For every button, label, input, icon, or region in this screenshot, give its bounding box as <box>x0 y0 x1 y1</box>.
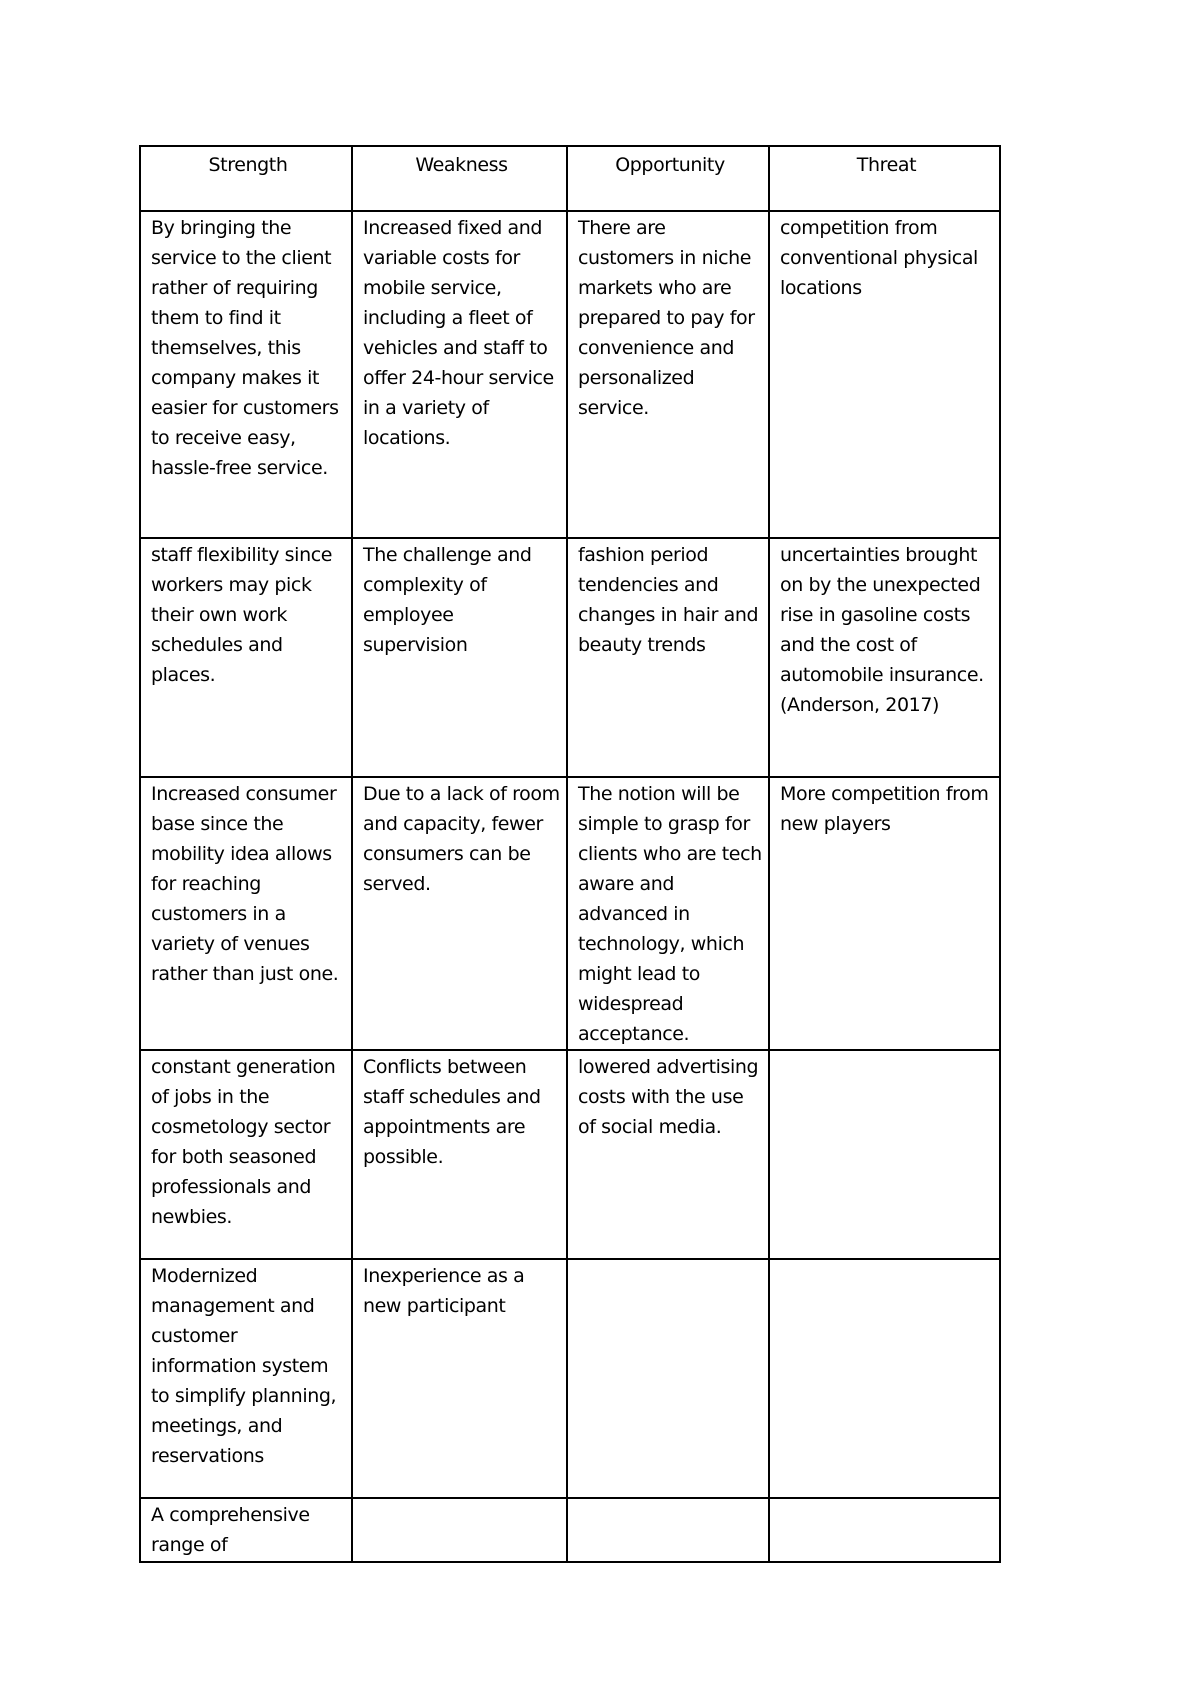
strength-cell: Modernized management and customer information system to simplify planning, meetings, and reservations <box>140 1259 352 1498</box>
strength-cell: Increased consumer base since the mobility idea allows for reaching customers in a variety of venues rather than just one. <box>140 777 352 1050</box>
weakness-cell: Increased fixed and variable costs for mobile service, including a fleet of vehicles and staff to offer 24-hour service in a variety of locations. <box>352 211 567 538</box>
weakness-cell: Due to a lack of room and capacity, fewer consumers can be served. <box>352 777 567 1050</box>
threat-cell: More competition from new players <box>769 777 1000 1050</box>
strength-cell: staff flexibility since workers may pick their own work schedules and places. <box>140 538 352 777</box>
threat-cell: competition from conventional physical locations <box>769 211 1000 538</box>
opportunity-cell <box>567 1259 769 1498</box>
opportunity-cell: fashion period tendencies and changes in hair and beauty trends <box>567 538 769 777</box>
weakness-cell: Conflicts between staff schedules and appointments are possible. <box>352 1050 567 1259</box>
threat-cell: uncertainties brought on by the unexpected rise in gasoline costs and the cost of automobile insurance. (Anderson, 2017) <box>769 538 1000 777</box>
weakness-cell: The challenge and complexity of employee supervision <box>352 538 567 777</box>
table-row <box>140 1259 1000 1498</box>
strength-cell: constant generation of jobs in the cosmetology sector for both seasoned professionals and newbies. <box>140 1050 352 1259</box>
table-row <box>140 211 1000 538</box>
header-threat: Threat <box>769 146 1000 211</box>
table-row <box>140 538 1000 777</box>
header-strength: Strength <box>140 146 352 211</box>
weakness-cell <box>352 1498 567 1562</box>
header-row <box>140 146 1000 211</box>
threat-cell <box>769 1498 1000 1562</box>
weakness-cell: Inexperience as a new participant <box>352 1259 567 1498</box>
opportunity-cell: The notion will be simple to grasp for clients who are tech aware and advanced in technology, which might lead to widespread acceptance. <box>567 777 769 1050</box>
opportunity-cell: lowered advertising costs with the use of social media. <box>567 1050 769 1259</box>
strength-cell: A comprehensive range of <box>140 1498 352 1562</box>
strength-cell: By bringing the service to the client rather of requiring them to find it themselves, this company makes it easier for customers to receive easy, hassle-free service. <box>140 211 352 538</box>
table-row <box>140 777 1000 1050</box>
threat-cell <box>769 1259 1000 1498</box>
swot-table <box>139 145 1001 1563</box>
header-weakness: Weakness <box>352 146 567 211</box>
opportunity-cell <box>567 1498 769 1562</box>
opportunity-cell: There are customers in niche markets who are prepared to pay for convenience and personalized service. <box>567 211 769 538</box>
table-row <box>140 1498 1000 1562</box>
table-row <box>140 1050 1000 1259</box>
header-opportunity: Opportunity <box>567 146 769 211</box>
threat-cell <box>769 1050 1000 1259</box>
